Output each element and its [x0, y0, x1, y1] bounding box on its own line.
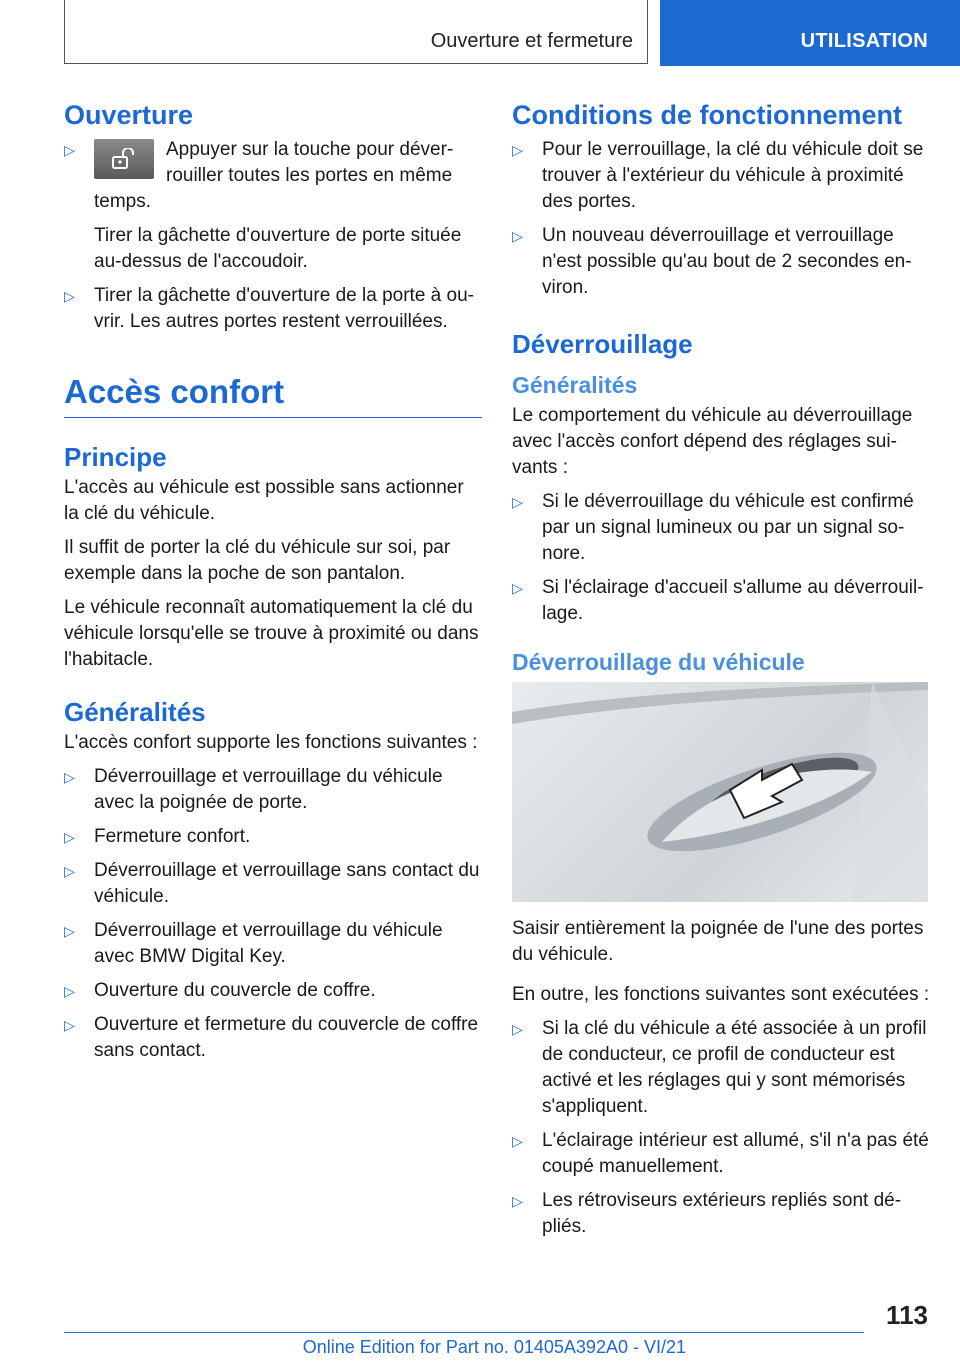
- heading-conditions: Conditions de fonctionnement: [512, 100, 902, 130]
- triangle-right-icon: ▷: [64, 923, 75, 939]
- list-item-text: Si le déverrouillage du véhicule est confirmé par un signal lumineux ou par un signal sonore.: [542, 491, 914, 564]
- ouverture-list-2: [64, 283, 482, 335]
- conditions-list: [512, 137, 930, 301]
- list-item-text: Déverrouillage et verrouillage sans contact du véhicule.: [94, 860, 480, 907]
- heading-generalites-deverrouillage: Généralités: [512, 372, 638, 398]
- list-item-text: Fermeture confort.: [94, 826, 251, 847]
- triangle-right-icon: ▷: [512, 228, 523, 244]
- triangle-right-icon: ▷: [512, 1133, 523, 1149]
- door-handle-photo: [512, 682, 928, 902]
- list-item: [64, 824, 482, 850]
- triangle-right-icon: ▷: [512, 580, 523, 596]
- deverrouillage-list-2: [512, 1016, 930, 1240]
- list-item: [512, 489, 930, 567]
- page-number: 113: [886, 1300, 928, 1330]
- list-item: [64, 1012, 482, 1064]
- ouverture-item2-text: Tirer la gâchette d'ouverture de la porte à ouvrir. Les autres portes restent verrouillées.: [94, 285, 474, 332]
- list-item: [512, 575, 930, 627]
- deverrouillage-intro2: En outre, les fonctions suivantes sont exécutées :: [512, 984, 930, 1005]
- footer-edition: Online Edition for Part no. 01405A392A0 - VI/21: [302, 1337, 686, 1357]
- header-section-title: Ouverture et fermeture: [430, 30, 633, 52]
- unlock-button-image: [94, 139, 154, 179]
- triangle-right-icon: ▷: [64, 769, 75, 785]
- list-item-text: Si l'éclairage d'accueil s'allume au déverrouillage.: [542, 577, 924, 624]
- ouverture-item1-text: Appuyer sur la touche pour déverrouiller toutes les portes en même temps.: [94, 139, 454, 212]
- ouverture-list: [64, 137, 482, 215]
- list-item: [64, 137, 482, 215]
- list-item-text: Déverrouillage et verrouillage du véhicule avec la poignée de porte.: [94, 766, 443, 813]
- triangle-right-icon: ▷: [512, 1021, 523, 1037]
- heading-ouverture: Ouverture: [64, 100, 194, 130]
- triangle-right-icon: ▷: [64, 142, 75, 158]
- list-item-text: Pour le verrouillage, la clé du véhicule doit se trouver à l'extérieur du véhicule à proximité des portes.: [542, 139, 924, 212]
- list-item: [64, 918, 482, 970]
- ouverture-item1-sub: Tirer la gâchette d'ouverture de porte située au-dessus de l'accoudoir.: [94, 225, 462, 272]
- list-item-text: Ouverture et fermeture du couvercle de coffre sans contact.: [94, 1014, 479, 1061]
- page-header: [0, 0, 960, 66]
- header-chapter-title: UTILISATION: [800, 30, 928, 52]
- right-column: [512, 100, 930, 1248]
- heading-deverrouillage-vehicule: Déverrouillage du véhicule: [512, 649, 805, 675]
- triangle-right-icon: ▷: [64, 863, 75, 879]
- unlock-icon: [111, 148, 137, 170]
- list-item: [64, 858, 482, 910]
- heading-acces-confort: Accès confort: [64, 373, 482, 418]
- left-column: [64, 100, 482, 1072]
- principe-p3: Le véhicule reconnaît automatiquement la clé du véhicule lorsqu'elle se trouve à proximité ou dans l'habitacle.: [64, 597, 479, 670]
- triangle-right-icon: ▷: [64, 1017, 75, 1033]
- list-item: [512, 1128, 930, 1180]
- triangle-right-icon: ▷: [512, 142, 523, 158]
- triangle-right-icon: ▷: [64, 983, 75, 999]
- deverrouillage-list: [512, 489, 930, 627]
- heading-deverrouillage: Déverrouillage: [512, 329, 693, 359]
- header-section-box: [64, 0, 648, 64]
- generalites-list: [64, 764, 482, 1064]
- triangle-right-icon: ▷: [64, 288, 75, 304]
- door-handle-illustration: [512, 682, 928, 902]
- list-item: [64, 978, 482, 1004]
- triangle-right-icon: ▷: [512, 1193, 523, 1209]
- list-item-text: L'éclairage intérieur est allumé, s'il n'a pas été coupé manuellement.: [542, 1130, 929, 1177]
- list-item-text: Ouverture du couvercle de coffre.: [94, 980, 376, 1001]
- deverrouillage-intro: Le comportement du véhicule au déverrouillage avec l'accès confort dépend des réglages suivants :: [512, 405, 913, 478]
- footer-divider: [64, 1332, 864, 1333]
- principe-p2: Il suffit de porter la clé du véhicule sur soi, par exemple dans la poche de son pantalon.: [64, 537, 451, 584]
- generalites-intro: L'accès confort supporte les fonctions suivantes :: [64, 732, 478, 753]
- list-item: [64, 764, 482, 816]
- header-chapter-tab[interactable]: [660, 0, 960, 66]
- triangle-right-icon: ▷: [512, 494, 523, 510]
- heading-generalites: Généralités: [64, 697, 206, 727]
- list-item: [512, 1016, 930, 1120]
- list-item-text: Un nouveau déverrouillage et verrouillage n'est possible qu'au bout de 2 secondes environ.: [542, 225, 912, 298]
- list-item-text: Si la clé du véhicule a été associée à un profil de conducteur, ce profil de conducteur est activé et les réglages qui y sont mémorisés s'appliquent.: [542, 1018, 927, 1117]
- list-item: [512, 223, 930, 301]
- triangle-right-icon: ▷: [64, 829, 75, 845]
- list-item-text: Les rétroviseurs extérieurs repliés sont dépliés.: [542, 1190, 902, 1237]
- list-item: [512, 137, 930, 215]
- photo-caption: Saisir entièrement la poignée de l'une des portes du véhicule.: [512, 918, 924, 965]
- list-item: [64, 283, 482, 335]
- principe-p1: L'accès au véhicule est possible sans actionner la clé du véhicule.: [64, 477, 464, 524]
- heading-principe: Principe: [64, 442, 167, 472]
- list-item-text: Déverrouillage et verrouillage du véhicule avec BMW Digital Key.: [94, 920, 443, 967]
- list-item: [512, 1188, 930, 1240]
